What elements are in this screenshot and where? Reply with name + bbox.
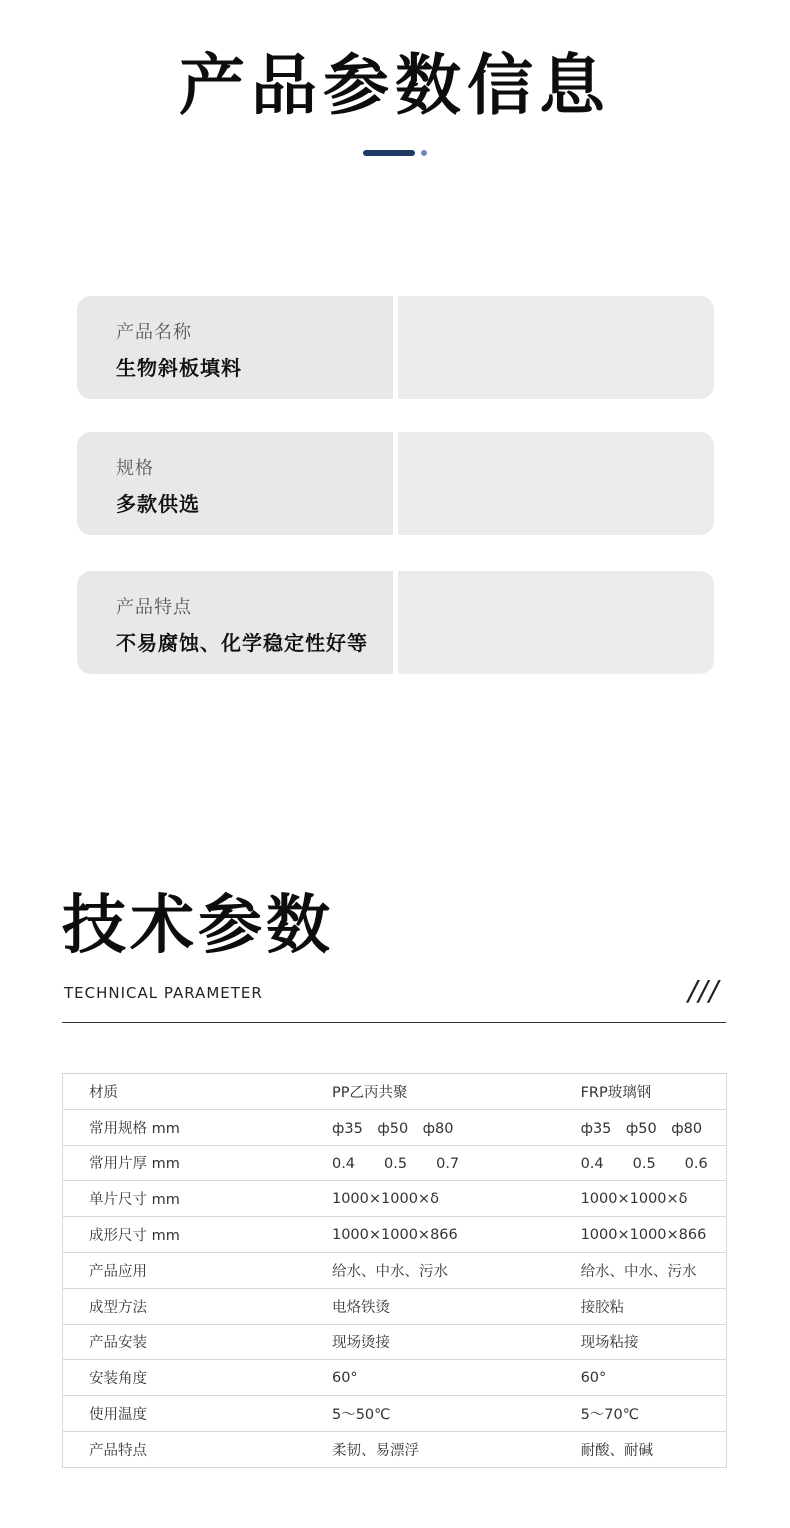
info-card-features [77, 571, 714, 674]
pp-value-cell: 5～50℃ [306, 1396, 556, 1432]
frp-value-cell: 给水、中水、污水 [556, 1252, 727, 1288]
frp-value-cell: 1000×1000×866 [556, 1217, 727, 1253]
pp-value-cell: 0.4 0.5 0.7 [306, 1145, 556, 1181]
param-name-cell: 成型方法 [63, 1288, 306, 1324]
frp-value-cell: ф35 ф50 ф80 [556, 1109, 727, 1145]
param-name-cell: 安装角度 [63, 1360, 306, 1396]
info-card-spec [77, 432, 714, 535]
param-name-cell: 使用温度 [63, 1396, 306, 1432]
frp-value-cell: 接胶粘 [556, 1288, 727, 1324]
table-row [63, 1074, 727, 1110]
table-row [63, 1217, 727, 1253]
parameter-table [62, 1073, 727, 1468]
frp-value-cell: 1000×1000×δ [556, 1181, 727, 1217]
info-card-label: 产品名称 [116, 322, 192, 343]
table-row [63, 1145, 727, 1181]
info-card-label: 产品特点 [116, 597, 192, 618]
pp-value-cell: 1000×1000×δ [306, 1181, 556, 1217]
pp-value-cell: 电烙铁烫 [306, 1288, 556, 1324]
frp-value-cell: FRP玻璃钢 [556, 1074, 727, 1110]
param-name-cell: 产品安装 [63, 1324, 306, 1360]
frp-value-cell: 现场粘接 [556, 1324, 727, 1360]
info-card-value: 多款供选 [116, 492, 200, 516]
card-image-panel [398, 296, 714, 399]
pp-value-cell: 1000×1000×866 [306, 1217, 556, 1253]
param-name-cell: 成形尺寸 mm [63, 1217, 306, 1253]
info-card-value: 不易腐蚀、化学稳定性好等 [116, 631, 368, 655]
pp-value-cell: ф35 ф50 ф80 [306, 1109, 556, 1145]
param-name-cell: 材质 [63, 1074, 306, 1110]
section-divider [62, 1022, 726, 1023]
param-name-cell: 常用规格 mm [63, 1109, 306, 1145]
info-card-value: 生物斜板填料 [116, 356, 242, 380]
page-title: 产品参数信息 [179, 47, 611, 124]
table-row [63, 1288, 727, 1324]
table-row [63, 1181, 727, 1217]
table-row [63, 1252, 727, 1288]
pp-value-cell: 现场烫接 [306, 1324, 556, 1360]
pp-value-cell: 给水、中水、污水 [306, 1252, 556, 1288]
accent-dot [421, 150, 427, 156]
table-row [63, 1360, 727, 1396]
table-row [63, 1431, 727, 1467]
table-row [63, 1109, 727, 1145]
tech-section-title: 技术参数 [62, 889, 334, 963]
table-row [63, 1396, 727, 1432]
pp-value-cell: PP乙丙共聚 [306, 1074, 556, 1110]
param-name-cell: 常用片厚 mm [63, 1145, 306, 1181]
frp-value-cell: 0.4 0.5 0.6 [556, 1145, 727, 1181]
frp-value-cell: 60° [556, 1360, 727, 1396]
pp-value-cell: 60° [306, 1360, 556, 1396]
pp-value-cell: 柔韧、易漂浮 [306, 1431, 556, 1467]
frp-value-cell: 5～70℃ [556, 1396, 727, 1432]
info-card-label: 规格 [116, 458, 154, 479]
slash-decoration: /// [688, 974, 720, 1007]
param-name-cell: 产品特点 [63, 1431, 306, 1467]
frp-value-cell: 耐酸、耐碱 [556, 1431, 727, 1467]
table-row [63, 1324, 727, 1360]
param-name-cell: 产品应用 [63, 1252, 306, 1288]
info-card-product-name [77, 296, 714, 399]
card-image-panel [398, 571, 714, 674]
card-image-panel [398, 432, 714, 535]
accent-bar [363, 150, 415, 156]
param-name-cell: 单片尺寸 mm [63, 1181, 306, 1217]
tech-section-subtitle: TECHNICAL PARAMETER [64, 984, 263, 1002]
